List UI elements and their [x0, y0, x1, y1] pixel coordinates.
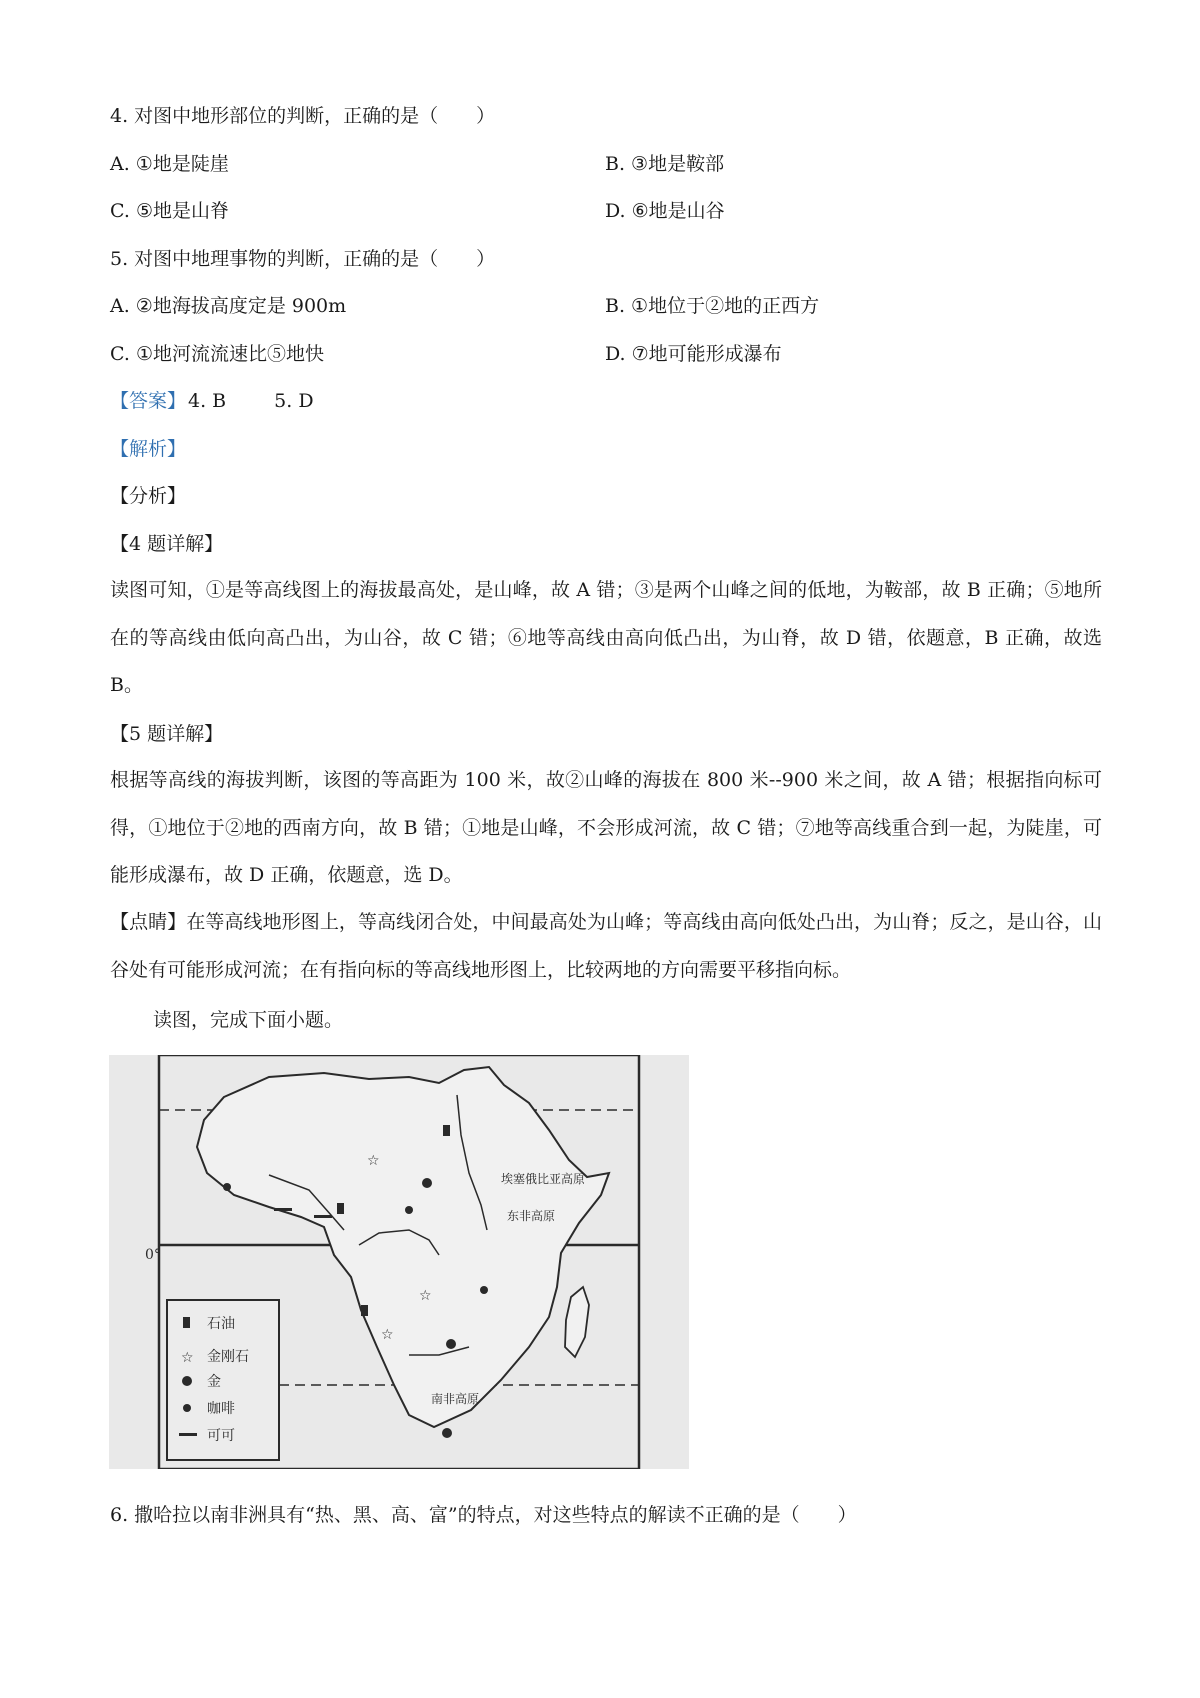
oil-marker: [361, 1305, 368, 1316]
oil-icon: [183, 1317, 190, 1328]
diamond-marker: ☆: [419, 1288, 432, 1304]
answer-4: 4. B: [188, 390, 227, 412]
coffee-marker: [480, 1286, 488, 1294]
answer-label: 【答案】: [110, 390, 187, 412]
detail5-text: 根据等高线的海拔判断，该图的等高距为 100 米，故②山峰的海拔在 800 米--900 米之间，故 A 错；根据指向标可得，①地位于②地的西南方向，故 B 错；①地是山峰，不会形成河流，故 C 错；⑦地等高线重合到一起，为陡崖，可能形成瀑布，故 D 正确，依题意，选 D。: [110, 769, 1102, 886]
gold-marker: [442, 1428, 452, 1438]
q5-option-d: D. ⑦地可能形成瀑布: [605, 343, 782, 365]
equator-label: 0°: [145, 1247, 161, 1263]
diamond-marker: ☆: [381, 1327, 394, 1343]
dianjing-paragraph: [110, 899, 1102, 994]
answer-5: 5. D: [274, 390, 314, 412]
gold-icon: [182, 1376, 192, 1386]
answer-line: [110, 388, 314, 414]
detail4-text: 读图可知，①是等高线图上的海拔最高处，是山峰，故 A 错；③是两个山峰之间的低地，为鞍部，故 B 正确；⑤地所在的等高线由低向高凸出，为山谷，故 C 错；⑥地等高线由高向低凸出，为山脊，故 D 错，依题意，B 正确，故选 B。: [110, 579, 1102, 696]
oil-marker: [443, 1125, 450, 1136]
q4-option-d: D. ⑥地是山谷: [605, 200, 725, 222]
coffee-marker: [223, 1183, 231, 1191]
cocoa-marker: [274, 1208, 292, 1211]
fenxi-label: 【分析】: [110, 485, 187, 507]
region-label-east-africa: 东非高原: [507, 1209, 556, 1223]
legend-label-oil: 石油: [207, 1316, 235, 1332]
q4-option-a: A. ①地是陡崖: [110, 153, 229, 175]
detail5-heading: 【5 题详解】: [110, 723, 224, 745]
detail4-heading: 【4 题详解】: [110, 533, 224, 555]
cocoa-icon: [179, 1433, 197, 1436]
q5-option-c: C. ①地河流流速比⑤地快: [110, 343, 324, 365]
dianjing-text: 在等高线地形图上，等高线闭合处，中间最高处为山峰；等高线由高向低处凸出，为山脊；反之，是山谷，山谷处有可能形成河流；在有指向标的等高线地形图上，比较两地的方向需要平移指向标。: [110, 911, 1102, 981]
analysis-label: 【解析】: [110, 438, 187, 460]
oil-marker: [337, 1203, 344, 1214]
africa-map-graphic: [109, 1055, 689, 1469]
diamond-marker: ☆: [367, 1153, 380, 1169]
q5-stem: 5. 对图中地理事物的判断，正确的是（ ）: [110, 248, 496, 270]
legend-label-diamond: 金刚石: [207, 1349, 249, 1365]
q4-option-c: C. ⑤地是山脊: [110, 200, 229, 222]
cocoa-marker: [314, 1215, 332, 1218]
q6-stem: 6. 撒哈拉以南非洲具有“热、黑、高、富”的特点，对这些特点的解读不正确的是（ ）: [110, 1504, 857, 1526]
region-label-south-africa: 南非高原: [431, 1392, 480, 1406]
q5-option-b: B. ①地位于②地的正西方: [605, 295, 820, 317]
q4-option-b: B. ③地是鞍部: [605, 153, 725, 175]
dianjing-label: 【点睛】: [110, 911, 187, 933]
legend-label-coffee: 咖啡: [207, 1401, 235, 1417]
coffee-icon: [183, 1404, 191, 1412]
q4-stem: 4. 对图中地形部位的判断，正确的是（ ）: [110, 105, 496, 127]
intro-text: 读图，完成下面小题。: [153, 1009, 344, 1031]
legend-label-cocoa: 可可: [207, 1428, 235, 1444]
region-label-ethiopia: 埃塞俄比亚高原: [501, 1172, 586, 1186]
gold-marker: [446, 1339, 456, 1349]
coffee-marker: [405, 1206, 413, 1214]
gold-marker: [422, 1178, 432, 1188]
legend-label-gold: 金: [207, 1374, 221, 1390]
africa-resource-map: [109, 1055, 689, 1469]
diamond-icon: ☆: [181, 1350, 194, 1366]
q5-option-a: A. ②地海拔高度定是 900m: [110, 295, 347, 317]
